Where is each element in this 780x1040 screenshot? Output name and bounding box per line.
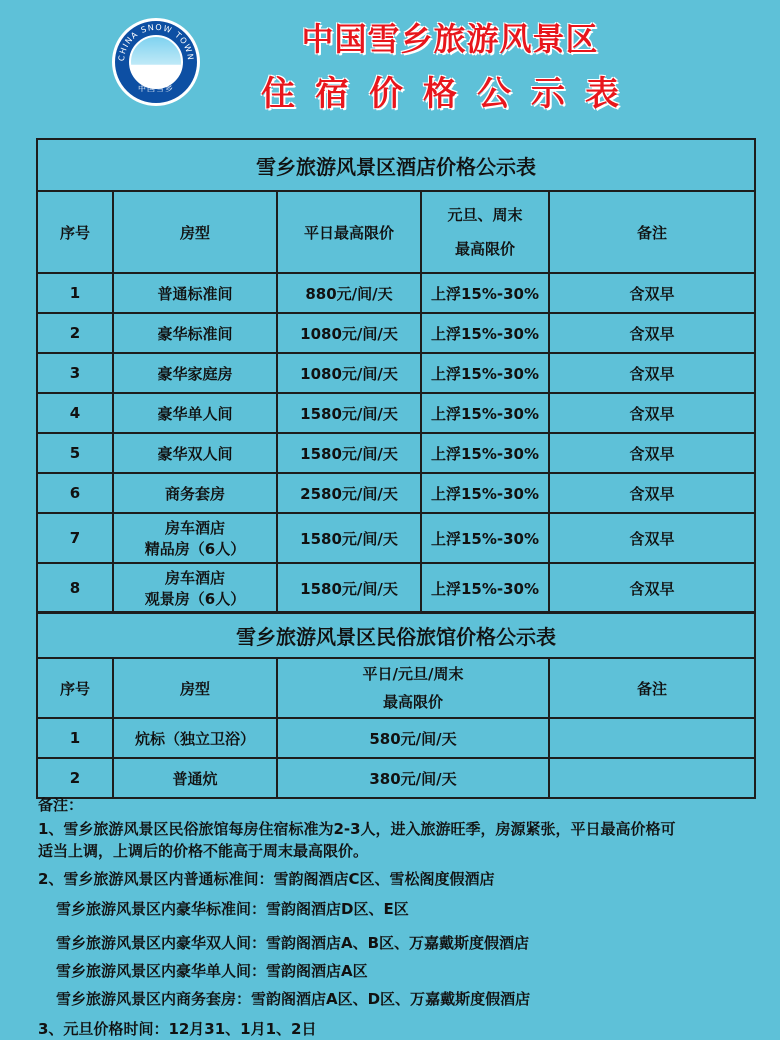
row-weekday-price: 2580元/间/天 [277, 473, 421, 513]
svg-text:CHINA SNOW TOWN: CHINA SNOW TOWN [116, 22, 196, 62]
row-holiday-price: 上浮15%-30% [421, 563, 549, 613]
row-no: 2 [37, 313, 113, 353]
row-weekday-price: 880元/间/天 [277, 273, 421, 313]
row-type: 炕标（独立卫浴） [113, 718, 277, 758]
note-line: 雪乡旅游风景区内豪华单人间：雪韵阁酒店A区 [56, 962, 368, 980]
row-weekday-price: 1580元/间/天 [277, 513, 421, 563]
table-row [37, 473, 755, 513]
row-type-line2: 观景房（6人） [144, 590, 246, 608]
row-note: 含双早 [549, 433, 755, 473]
note-line: 雪乡旅游风景区内豪华标准间：雪韵阁酒店D区、E区 [56, 900, 409, 918]
inn-price-table [36, 611, 756, 799]
price-header-line1: 平日/元旦/周末 [362, 665, 464, 683]
page-title: 中国雪乡旅游风景区 [301, 20, 599, 58]
row-weekday-price: 1080元/间/天 [277, 313, 421, 353]
note-line: 雪乡旅游风景区内商务套房：雪韵阁酒店A区、D区、万嘉戴斯度假酒店 [56, 990, 531, 1008]
row-note: 含双早 [549, 513, 755, 563]
notes-section [38, 794, 778, 1040]
row-type-line1: 房车酒店 [164, 569, 225, 587]
row-type [113, 563, 277, 613]
row-holiday-price: 上浮15%-30% [421, 353, 549, 393]
row-holiday-price: 上浮15%-30% [421, 513, 549, 563]
hotel-price-table [36, 138, 756, 614]
table-row [37, 353, 755, 393]
row-no: 7 [37, 513, 113, 563]
hotel-table-title: 雪乡旅游风景区酒店价格公示表 [37, 139, 755, 191]
row-no: 6 [37, 473, 113, 513]
price-header-line2: 最高限价 [382, 693, 443, 711]
col-header-holiday [421, 191, 549, 273]
row-type: 豪华家庭房 [113, 353, 277, 393]
row-type-line1: 房车酒店 [164, 519, 225, 537]
table-row [37, 273, 755, 313]
row-type: 豪华标准间 [113, 313, 277, 353]
row-note: 含双早 [549, 473, 755, 513]
col-header-no: 序号 [37, 658, 113, 718]
row-holiday-price: 上浮15%-30% [421, 433, 549, 473]
col-header-note: 备注 [549, 658, 755, 718]
row-holiday-price: 上浮15%-30% [421, 393, 549, 433]
row-type: 普通炕 [113, 758, 277, 798]
logo-snow-scene [129, 35, 183, 89]
row-no: 4 [37, 393, 113, 433]
row-type: 商务套房 [113, 473, 277, 513]
note-line: 3、元旦价格时间：12月31、1月1、2日 [38, 1020, 317, 1038]
hotel-table-title-row [37, 139, 755, 191]
col-header-type: 房型 [113, 658, 277, 718]
snow-town-logo [112, 18, 200, 106]
inn-header-row [37, 658, 755, 718]
page-header [0, 0, 780, 130]
table-row [37, 433, 755, 473]
row-note: 含双早 [549, 393, 755, 433]
holiday-header-line1: 元旦、周末 [447, 206, 523, 224]
col-header-weekday: 平日最高限价 [277, 191, 421, 273]
col-header-note: 备注 [549, 191, 755, 273]
row-weekday-price: 1580元/间/天 [277, 433, 421, 473]
col-header-no: 序号 [37, 191, 113, 273]
row-no: 2 [37, 758, 113, 798]
page-subtitle: 住宿价格公示表 [261, 74, 639, 114]
inn-table-title: 雪乡旅游风景区民俗旅馆价格公示表 [37, 612, 755, 658]
row-no: 5 [37, 433, 113, 473]
table-row [37, 563, 755, 613]
row-note: 含双早 [549, 313, 755, 353]
row-note [549, 718, 755, 758]
row-weekday-price: 1580元/间/天 [277, 563, 421, 613]
row-holiday-price: 上浮15%-30% [421, 313, 549, 353]
row-price: 580元/间/天 [277, 718, 549, 758]
note-line: 1、雪乡旅游风景区民俗旅馆每房住宿标准为2-3人，进入旅游旺季，房源紧张，平日最高价格可 [38, 820, 676, 838]
holiday-header-line2: 最高限价 [454, 240, 515, 258]
row-holiday-price: 上浮15%-30% [421, 273, 549, 313]
row-no: 1 [37, 273, 113, 313]
note-line: 适当上调，上调后的价格不能高于周末最高限价。 [38, 842, 369, 860]
row-type [113, 513, 277, 563]
hotel-header-row [37, 191, 755, 273]
table-row [37, 758, 755, 798]
row-no: 1 [37, 718, 113, 758]
table-row [37, 313, 755, 353]
table-row [37, 513, 755, 563]
row-type: 豪华单人间 [113, 393, 277, 433]
table-row [37, 393, 755, 433]
row-price: 380元/间/天 [277, 758, 549, 798]
row-holiday-price: 上浮15%-30% [421, 473, 549, 513]
note-line: 2、雪乡旅游风景区内普通标准间：雪韵阁酒店C区、雪松阁度假酒店 [38, 870, 495, 888]
row-weekday-price: 1580元/间/天 [277, 393, 421, 433]
logo-bottom-text: 中国雪乡 [138, 84, 174, 93]
row-type: 普通标准间 [113, 273, 277, 313]
row-note [549, 758, 755, 798]
row-note: 含双早 [549, 353, 755, 393]
row-weekday-price: 1080元/间/天 [277, 353, 421, 393]
inn-table-title-row [37, 612, 755, 658]
row-no: 3 [37, 353, 113, 393]
row-type-line2: 精品房（6人） [144, 540, 246, 558]
row-no: 8 [37, 563, 113, 613]
col-header-type: 房型 [113, 191, 277, 273]
col-header-price [277, 658, 549, 718]
note-line: 雪乡旅游风景区内豪华双人间：雪韵阁酒店A、B区、万嘉戴斯度假酒店 [56, 934, 530, 952]
table-row [37, 718, 755, 758]
row-type: 豪华双人间 [113, 433, 277, 473]
row-note: 含双早 [549, 563, 755, 613]
notes-heading: 备注： [38, 796, 84, 814]
row-note: 含双早 [549, 273, 755, 313]
